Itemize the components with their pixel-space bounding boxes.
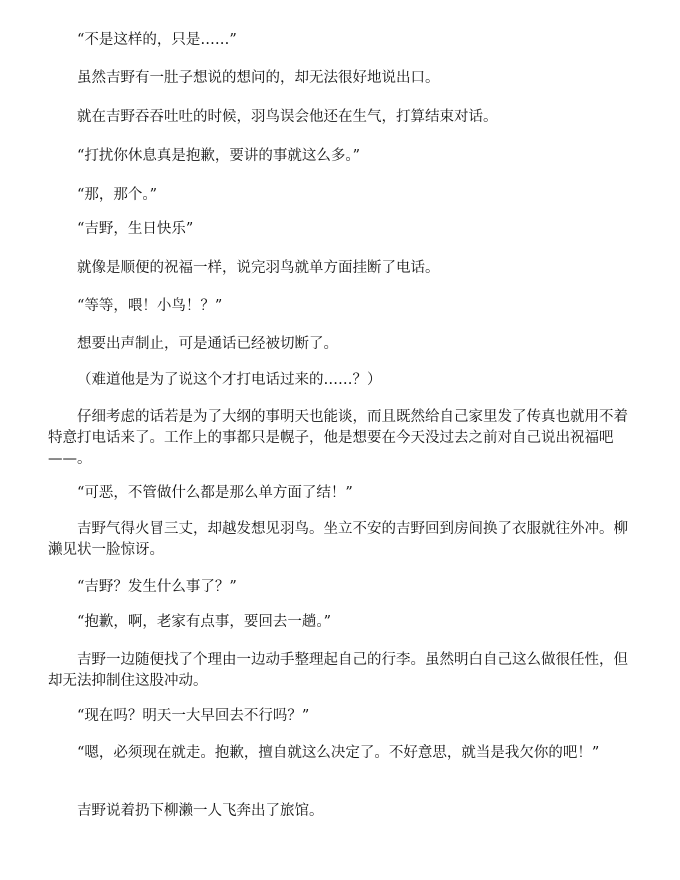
paragraph-6: “吉野，生日快乐”: [77, 221, 194, 237]
paragraph-19: 吉野说着扔下柳濑一人飞奔出了旅馆。: [77, 803, 324, 819]
paragraph-2: 虽然吉野有一肚子想说的想问的，却无法很好地说出口。: [77, 70, 440, 86]
paragraph-18: “嗯，必须现在就走。抱歉，擅自就这么决定了。不好意思，就当是我欠你的吧！”: [77, 745, 600, 761]
paragraph-5: “那，那个。”: [77, 187, 158, 203]
paragraph-3: 就在吉野吞吞吐吐的时候，羽鸟误会他还在生气，打算结束对话。: [77, 109, 498, 125]
paragraph-16: 吉野一边随便找了个理由一边动手整理起自己的行李。虽然明白自己这么做很任性，但却无法抑制住这股冲动。: [48, 652, 628, 689]
paragraph-7: 就像是顺便的祝福一样，说完羽鸟就单方面挂断了电话。: [77, 260, 440, 276]
paragraph-8: “等等，喂！小鸟！？”: [77, 298, 223, 314]
paragraph-1: “不是这样的，只是……”: [77, 32, 237, 48]
paragraph-11: 仔细考虑的话若是为了大纲的事明天也能谈，而且既然给自己家里发了传真也就用不着特意打电话来了。工作上的事都只是幌子，他是想要在今天没过去之前对自己说出祝福吧——。: [48, 409, 628, 467]
paragraph-12: “可恶，不管做什么都是那么单方面了结！”: [77, 485, 353, 501]
paragraph-4: “打扰你休息真是抱歉，要讲的事就这么多。”: [77, 148, 361, 164]
paragraph-9: 想要出声制止，可是通话已经被切断了。: [77, 336, 338, 352]
paragraph-10: （难道他是为了说这个才打电话过来的……？）: [77, 372, 382, 388]
paragraph-14: “吉野？发生什么事了？”: [77, 579, 237, 595]
paragraph-17: “现在吗？明天一大早回去不行吗？”: [77, 708, 310, 724]
paragraph-15: “抱歉，啊，老家有点事，要回去一趟。”: [77, 614, 332, 630]
paragraph-13: 吉野气得火冒三丈，却越发想见羽鸟。坐立不安的吉野回到房间换了衣服就往外冲。柳濑见状一脸惊讶。: [48, 521, 628, 558]
